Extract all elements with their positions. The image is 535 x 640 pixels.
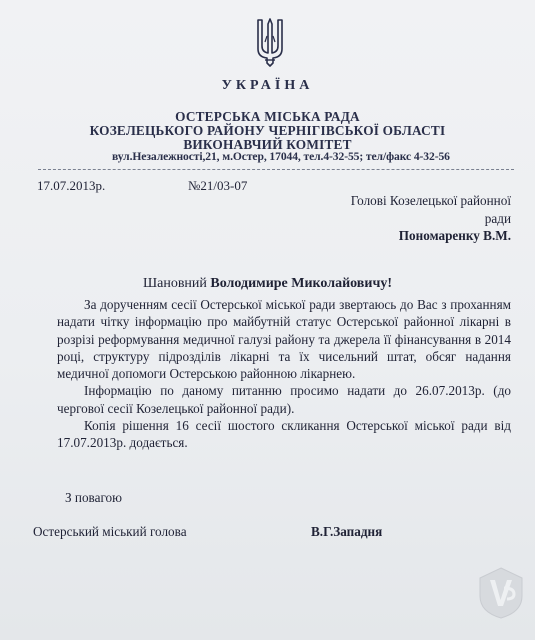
council-name: ОСТЕРСЬКА МІСЬКА РАДА (175, 109, 360, 124)
letter-body (57, 296, 511, 452)
header-divider (38, 169, 514, 170)
address-line: вул.Незалежності,21, м.Остер, 17044, тел.4-32-55; тел/факс 4-32-56 (112, 150, 450, 163)
body-paragraph-3: Копія рішення 16 сесії шостого скликання Остерської міської ради від 17.07.2013р. додається. (57, 418, 511, 451)
council-district: КОЗЕЛЕЦЬКОГО РАЙОНУ ЧЕРНІГІВСЬКОЇ ОБЛАСТІ (89, 123, 446, 138)
recipient-name: Пономаренку В.М. (398, 228, 511, 243)
greeting-prefix: Шановний (142, 276, 211, 291)
body-paragraph-2: Інформацію по даному питанню просимо надати до 26.07.2013р. (до чергової сесії Козелецької районної ради). (57, 383, 511, 416)
country-title: УКРАЇНА (221, 78, 314, 93)
signatory-name: В.Г.Западня (311, 524, 383, 539)
executive-committee: ВИКОНАВЧИЙ КОМІТЕТ (183, 137, 352, 152)
recipient-line-2: ради (484, 211, 511, 226)
body-paragraph-1: За дорученням сесії Остерської міської ради звертаюсь до Вас з проханням надати чітку інформацію про майбутній статус Остерської районної лікарні в розрізі реформування медичної галузі району та джерела її фінансування в 2014 році, структуру підрозділів лікарні та їх чисельний штат, обсяг надання медичної допомоги Остерською районною лікарнею. (57, 297, 511, 382)
trident-icon (255, 16, 285, 68)
greeting-name: Володимире Миколайовичу! (210, 276, 392, 291)
signatory-title: Остерський міський голова (33, 524, 187, 539)
greeting (0, 276, 535, 292)
letter-number: №21/03-07 (188, 178, 248, 193)
letter-date: 17.07.2013р. (37, 178, 106, 193)
v-logo-icon (474, 566, 528, 620)
recipient-line-1: Голові Козелецької районної (350, 193, 511, 208)
closing-regards: З повагою (65, 490, 122, 505)
